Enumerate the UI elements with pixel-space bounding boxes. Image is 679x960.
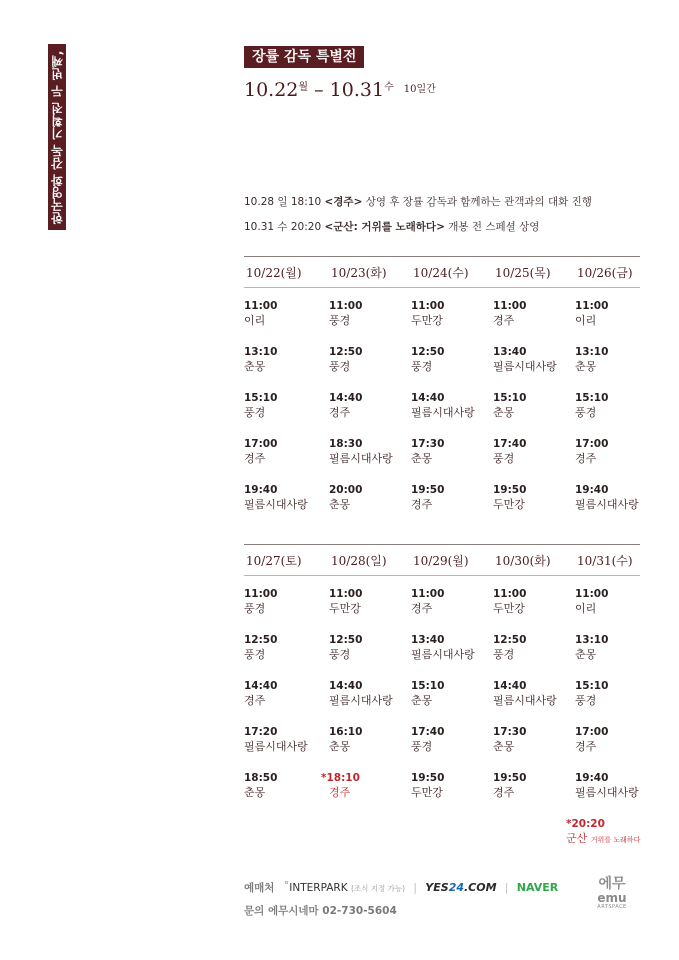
screening-slot: [244, 438, 326, 467]
screening-time: 17:00: [575, 438, 609, 450]
screening-film: 이리: [575, 602, 597, 615]
ticket-line: [244, 880, 558, 895]
schedule-date: 10/31(수): [577, 554, 633, 568]
screening-time: 19:40: [244, 484, 278, 496]
special-note-subtitle: 거위를 노래하다: [590, 836, 641, 844]
screening-slot: [493, 680, 575, 709]
yes24-link[interactable]: [425, 881, 496, 894]
schedule-header-rule: [244, 575, 640, 576]
screening-slot: [411, 634, 493, 663]
screening-time: 11:00: [575, 588, 609, 600]
screening-film: 경주: [493, 314, 515, 327]
screening-film: 풍경: [329, 360, 351, 373]
screening-slot: [575, 726, 657, 755]
screening-time: 13:10: [575, 634, 609, 646]
screening-slot: [329, 300, 411, 329]
screening-slot: [493, 300, 575, 329]
screening-time: 15:10: [493, 392, 527, 404]
screening-film: 두만강: [493, 498, 525, 511]
screening-time: 11:00: [493, 588, 527, 600]
screening-slot: [575, 634, 657, 663]
screening-film: 풍경: [329, 314, 351, 327]
screening-film: 풍경: [493, 648, 515, 661]
screening-slot: [244, 588, 326, 617]
screening-time: 14:40: [244, 680, 278, 692]
screening-film: 경주: [329, 406, 351, 419]
screening-time: 12:50: [329, 634, 363, 646]
screening-film: 경주: [411, 498, 433, 511]
screening-time: 17:30: [493, 726, 527, 738]
screening-time: 11:00: [411, 300, 445, 312]
page-title: 장률 감독 특별전: [244, 46, 364, 68]
period-end: 10.31: [329, 79, 385, 101]
screening-time: 14:40: [493, 680, 527, 692]
interpark-link[interactable]: INTERPARK: [289, 882, 348, 894]
screening-slot: [329, 726, 411, 755]
screening-film: 춘몽: [575, 360, 597, 373]
screening-slot: [411, 588, 493, 617]
screening-slot: [411, 300, 493, 329]
screening-slot: [244, 392, 326, 421]
schedule-date: 10/29(월): [413, 554, 469, 568]
screening-slot: [244, 346, 326, 375]
event-line-1: [244, 194, 592, 209]
screening-slot: [411, 680, 493, 709]
screening-slot: [321, 772, 411, 801]
divider: |: [504, 882, 509, 894]
screening-time: 19:40: [575, 484, 609, 496]
screening-time: *18:10: [321, 772, 360, 784]
schedule-date: 10/22(월): [246, 266, 302, 280]
screening-slot: [411, 392, 493, 421]
screening-slot: [493, 772, 575, 801]
contact-line: [244, 903, 397, 918]
screening-time: 16:10: [329, 726, 363, 738]
screening-film: 두만강: [411, 786, 443, 799]
screening-time: 18:50: [244, 772, 278, 784]
screening-slot: [575, 438, 657, 467]
screening-time: 14:40: [329, 392, 363, 404]
screening-film: 두만강: [329, 602, 361, 615]
screening-slot: [244, 484, 326, 513]
schedule-date: 10/30(화): [495, 554, 551, 568]
screening-film: 춘몽: [575, 648, 597, 661]
schedule-top-rule: [244, 256, 640, 257]
screening-film: 춘몽: [244, 360, 266, 373]
screening-time: 11:00: [244, 588, 278, 600]
screening-slot: [493, 438, 575, 467]
schedule-date: 10/26(금): [577, 266, 633, 280]
screening-slot: [575, 392, 657, 421]
screening-time: 13:40: [411, 634, 445, 646]
screening-slot: [575, 300, 657, 329]
logo-latin: emu: [597, 891, 627, 905]
screening-slot: [575, 680, 657, 709]
screening-slot: [329, 588, 411, 617]
screening-time: 15:10: [575, 392, 609, 404]
screening-film: 경주: [575, 452, 597, 465]
screening-time: 17:30: [411, 438, 445, 450]
screening-slot: [493, 346, 575, 375]
screening-film: 경주: [493, 786, 515, 799]
screening-slot: [244, 300, 326, 329]
screening-slot: [411, 346, 493, 375]
screening-slot: [411, 726, 493, 755]
screening-slot: [329, 392, 411, 421]
screening-film: 풍경: [575, 694, 597, 707]
schedule-date: 10/25(목): [495, 266, 551, 280]
screening-film: 풍경: [244, 602, 266, 615]
screening-time: 19:50: [493, 772, 527, 784]
screening-film: 경주: [244, 694, 266, 707]
special-screening-note: [566, 818, 640, 846]
screening-film: 춘몽: [329, 498, 351, 511]
screening-slot: [329, 484, 411, 513]
screening-slot: [329, 346, 411, 375]
contact-text: 문의 에무시네마 02-730-5604: [244, 905, 397, 917]
screening-film: 춘몽: [244, 786, 266, 799]
screening-time: 19:50: [493, 484, 527, 496]
screening-slot: [493, 726, 575, 755]
screening-film: 풍경: [244, 648, 266, 661]
logo-sub: ARTSPACE: [597, 904, 627, 910]
screening-slot: [493, 484, 575, 513]
screening-film: 춘몽: [411, 452, 433, 465]
screening-time: 12:50: [493, 634, 527, 646]
yes24-a: YES: [425, 881, 449, 894]
screening-film: 경주: [575, 740, 597, 753]
screening-slot: [575, 772, 657, 801]
screening-slot: [493, 588, 575, 617]
screening-slot: [244, 634, 326, 663]
screening-film: 필름시대사랑: [329, 452, 393, 465]
screening-film: 풍경: [329, 648, 351, 661]
screening-film: 춘몽: [411, 694, 433, 707]
screening-slot: [329, 438, 411, 467]
screening-film: 춘몽: [329, 740, 351, 753]
screening-film: 춘몽: [493, 740, 515, 753]
screening-slot: [411, 772, 493, 801]
schedule-header-rule: [244, 287, 640, 288]
screening-time: 12:50: [411, 346, 445, 358]
screening-film: 필름시대사랑: [411, 648, 475, 661]
event-2-time: 10.31 수 20:20: [244, 221, 325, 233]
event-line-2: [244, 219, 539, 234]
divider: |: [413, 882, 417, 894]
screening-time: 15:10: [411, 680, 445, 692]
screening-time: 13:10: [244, 346, 278, 358]
screening-time: 19:50: [411, 484, 445, 496]
screening-film: 이리: [575, 314, 597, 327]
screening-film: 풍경: [493, 452, 515, 465]
screening-slot: [493, 634, 575, 663]
screening-time: 11:00: [575, 300, 609, 312]
screening-slot: [411, 438, 493, 467]
screening-film: 풍경: [575, 406, 597, 419]
special-note-title: [566, 830, 640, 846]
schedule-date: 10/23(화): [331, 266, 387, 280]
screening-time: 17:40: [411, 726, 445, 738]
screening-film: 필름시대사랑: [244, 740, 308, 753]
yes24-c: .COM: [464, 881, 497, 894]
special-note-film: 군산: [566, 832, 588, 845]
ticket-label: 예매처: [244, 882, 275, 894]
special-note-time: *20:20: [566, 818, 605, 830]
event-1-film: <경주>: [324, 196, 363, 208]
screening-film: 경주: [329, 786, 351, 799]
period-end-day: 수: [384, 82, 394, 93]
screening-film: 경주: [244, 452, 266, 465]
screening-time: 12:50: [244, 634, 278, 646]
screening-slot: [329, 680, 411, 709]
screening-film: 필름시대사랑: [329, 694, 393, 707]
screening-film: 필름시대사랑: [493, 360, 557, 373]
screening-time: 13:40: [493, 346, 527, 358]
screening-time: 11:00: [329, 300, 363, 312]
side-tag: 한국영화 감독 기획전 두 번째,: [48, 44, 66, 230]
schedule-week-1: [244, 256, 640, 526]
screening-time: 18:30: [329, 438, 363, 450]
screening-time: 12:50: [329, 346, 363, 358]
screening-film: 필름시대사랑: [575, 498, 639, 511]
screening-slot: [244, 772, 326, 801]
screening-slot: [575, 588, 657, 617]
interpark-note: (조식 지정 가능): [350, 884, 406, 893]
screening-time: 14:40: [329, 680, 363, 692]
screening-slot: [244, 680, 326, 709]
screening-slot: [411, 484, 493, 513]
screening-time: 13:10: [575, 346, 609, 358]
screening-time: 11:00: [411, 588, 445, 600]
period-start-day: 월: [298, 82, 309, 93]
period-start: 10.22: [244, 79, 299, 101]
schedule-date: 10/28(일): [331, 554, 387, 568]
screening-film: 두만강: [493, 602, 525, 615]
screening-slot: [575, 484, 657, 513]
screening-time: 20:00: [329, 484, 363, 496]
period-days: 10일간: [403, 84, 436, 95]
screening-slot: [329, 634, 411, 663]
screening-film: 풍경: [411, 360, 433, 373]
screening-film: 풍경: [244, 406, 266, 419]
event-1-time: 10.28 일 18:10: [244, 196, 325, 208]
yes24-b: 24: [448, 881, 464, 894]
emu-logo: [592, 876, 632, 910]
event-2-film: <군산: 거위를 노래하다>: [324, 221, 445, 233]
screening-slot: [575, 346, 657, 375]
period: [244, 78, 436, 101]
logo-korean: 에무: [598, 876, 626, 892]
event-1-desc: 상영 후 장률 감독과 함께하는 관객과의 대화 진행: [362, 196, 592, 208]
screening-time: 17:20: [244, 726, 278, 738]
interpark-mark-icon: ˚: [283, 881, 290, 894]
screening-film: 필름시대사랑: [411, 406, 475, 419]
screening-time: 19:50: [411, 772, 445, 784]
screening-time: 19:40: [575, 772, 609, 784]
screening-time: 11:00: [329, 588, 363, 600]
naver-link[interactable]: NAVER: [516, 881, 559, 894]
schedule-date: 10/24(수): [413, 266, 469, 280]
screening-time: 17:00: [244, 438, 278, 450]
screening-film: 필름시대사랑: [493, 694, 557, 707]
screening-time: 15:10: [244, 392, 278, 404]
screening-time: 17:40: [493, 438, 527, 450]
event-2-desc: 개봉 전 스페셜 상영: [444, 221, 540, 233]
screening-film: 풍경: [411, 740, 433, 753]
screening-film: 두만강: [411, 314, 443, 327]
screening-slot: [244, 726, 326, 755]
schedule-week-2: [244, 544, 640, 814]
screening-time: 11:00: [493, 300, 527, 312]
schedule-date: 10/27(토): [246, 554, 302, 568]
screening-film: 경주: [411, 602, 433, 615]
screening-time: 17:00: [575, 726, 609, 738]
screening-film: 이리: [244, 314, 266, 327]
screening-film: 필름시대사랑: [244, 498, 308, 511]
screening-slot: [493, 392, 575, 421]
screening-film: 춘몽: [493, 406, 515, 419]
screening-time: 14:40: [411, 392, 445, 404]
screening-film: 필름시대사랑: [575, 786, 639, 799]
period-dash: –: [314, 79, 324, 101]
schedule-top-rule: [244, 544, 640, 545]
screening-time: 15:10: [575, 680, 609, 692]
screening-time: 11:00: [244, 300, 278, 312]
